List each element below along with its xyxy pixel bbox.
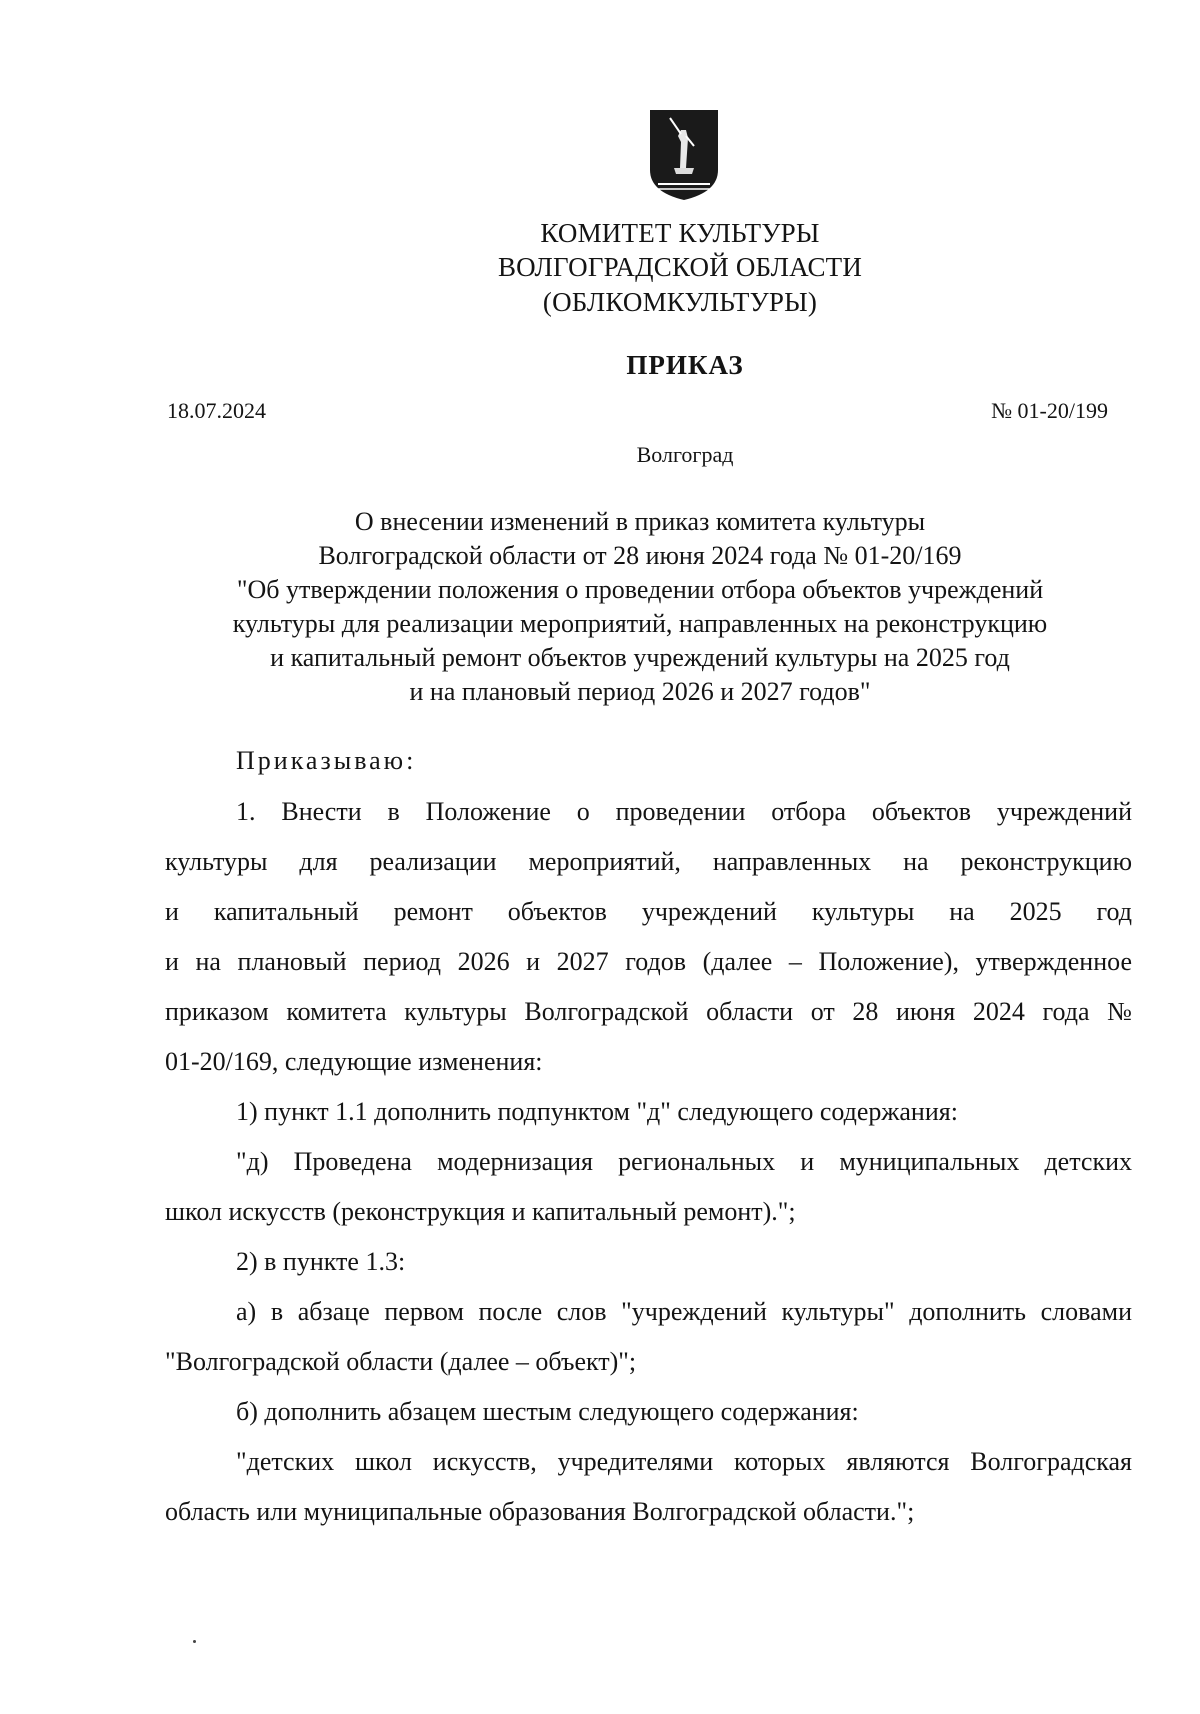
body-line: 01-20/169, следующие изменения: — [165, 1047, 543, 1076]
volgograd-coat-of-arms-icon — [648, 108, 720, 202]
document-number: № 01-20/199 — [991, 398, 1108, 423]
body-line: 1. Внести в Положение о проведении отбора объектов учреждений — [236, 797, 1132, 826]
order-word: Приказываю: — [236, 746, 417, 775]
document-city: Волгоград — [636, 442, 734, 467]
title-line: культуры для реализации мероприятий, направленных на реконструкцию — [232, 609, 1048, 638]
body-line: 2) в пункте 1.3: — [236, 1247, 406, 1276]
document-body — [165, 793, 1132, 1543]
org-name-line-1: КОМИТЕТ КУЛЬТУРЫ — [540, 218, 820, 248]
body-line: приказом комитета культуры Волгоградской области от 28 июня 2024 года № — [165, 997, 1132, 1026]
body-line: б) дополнить абзацем шестым следующего содержания: — [236, 1397, 859, 1426]
scan-speck — [193, 1640, 196, 1643]
title-line: и на плановый период 2026 и 2027 годов" — [409, 677, 871, 706]
document-title — [180, 505, 1100, 709]
body-line: 1) пункт 1.1 дополнить подпунктом "д" следующего содержания: — [236, 1097, 958, 1126]
body-line: и капитальный ремонт объектов учреждений культуры на 2025 год — [165, 897, 1132, 926]
document-date: 18.07.2024 — [167, 398, 266, 423]
body-line: "д) Проведена модернизация региональных и муниципальных детских — [236, 1147, 1132, 1176]
document-type: ПРИКАЗ — [626, 350, 744, 380]
body-line: "Волгоградской области (далее – объект)"; — [165, 1347, 637, 1376]
body-line: область или муниципальные образования Волгоградской области."; — [165, 1497, 915, 1526]
body-line: школ искусств (реконструкция и капитальный ремонт)."; — [165, 1197, 796, 1226]
title-line: Волгоградской области от 28 июня 2024 года № 01-20/169 — [318, 541, 962, 570]
title-line: "Об утверждении положения о проведении отбора объектов учреждений — [236, 575, 1044, 604]
org-name-line-3: (ОБЛКОМКУЛЬТУРЫ) — [542, 287, 818, 317]
body-line: а) в абзаце первом после слов "учреждений культуры" дополнить словами — [236, 1297, 1132, 1326]
body-line: культуры для реализации мероприятий, направленных на реконструкцию — [165, 847, 1132, 876]
org-name-line-2: ВОЛГОГРАДСКОЙ ОБЛАСТИ — [497, 252, 863, 282]
title-line: О внесении изменений в приказ комитета культуры — [354, 507, 926, 536]
body-line: "детских школ искусств, учредителями которых являются Волгоградская — [236, 1447, 1132, 1476]
title-line: и капитальный ремонт объектов учреждений культуры на 2025 год — [270, 643, 1010, 672]
body-line: и на плановый период 2026 и 2027 годов (далее – Положение), утвержденное — [165, 947, 1132, 976]
